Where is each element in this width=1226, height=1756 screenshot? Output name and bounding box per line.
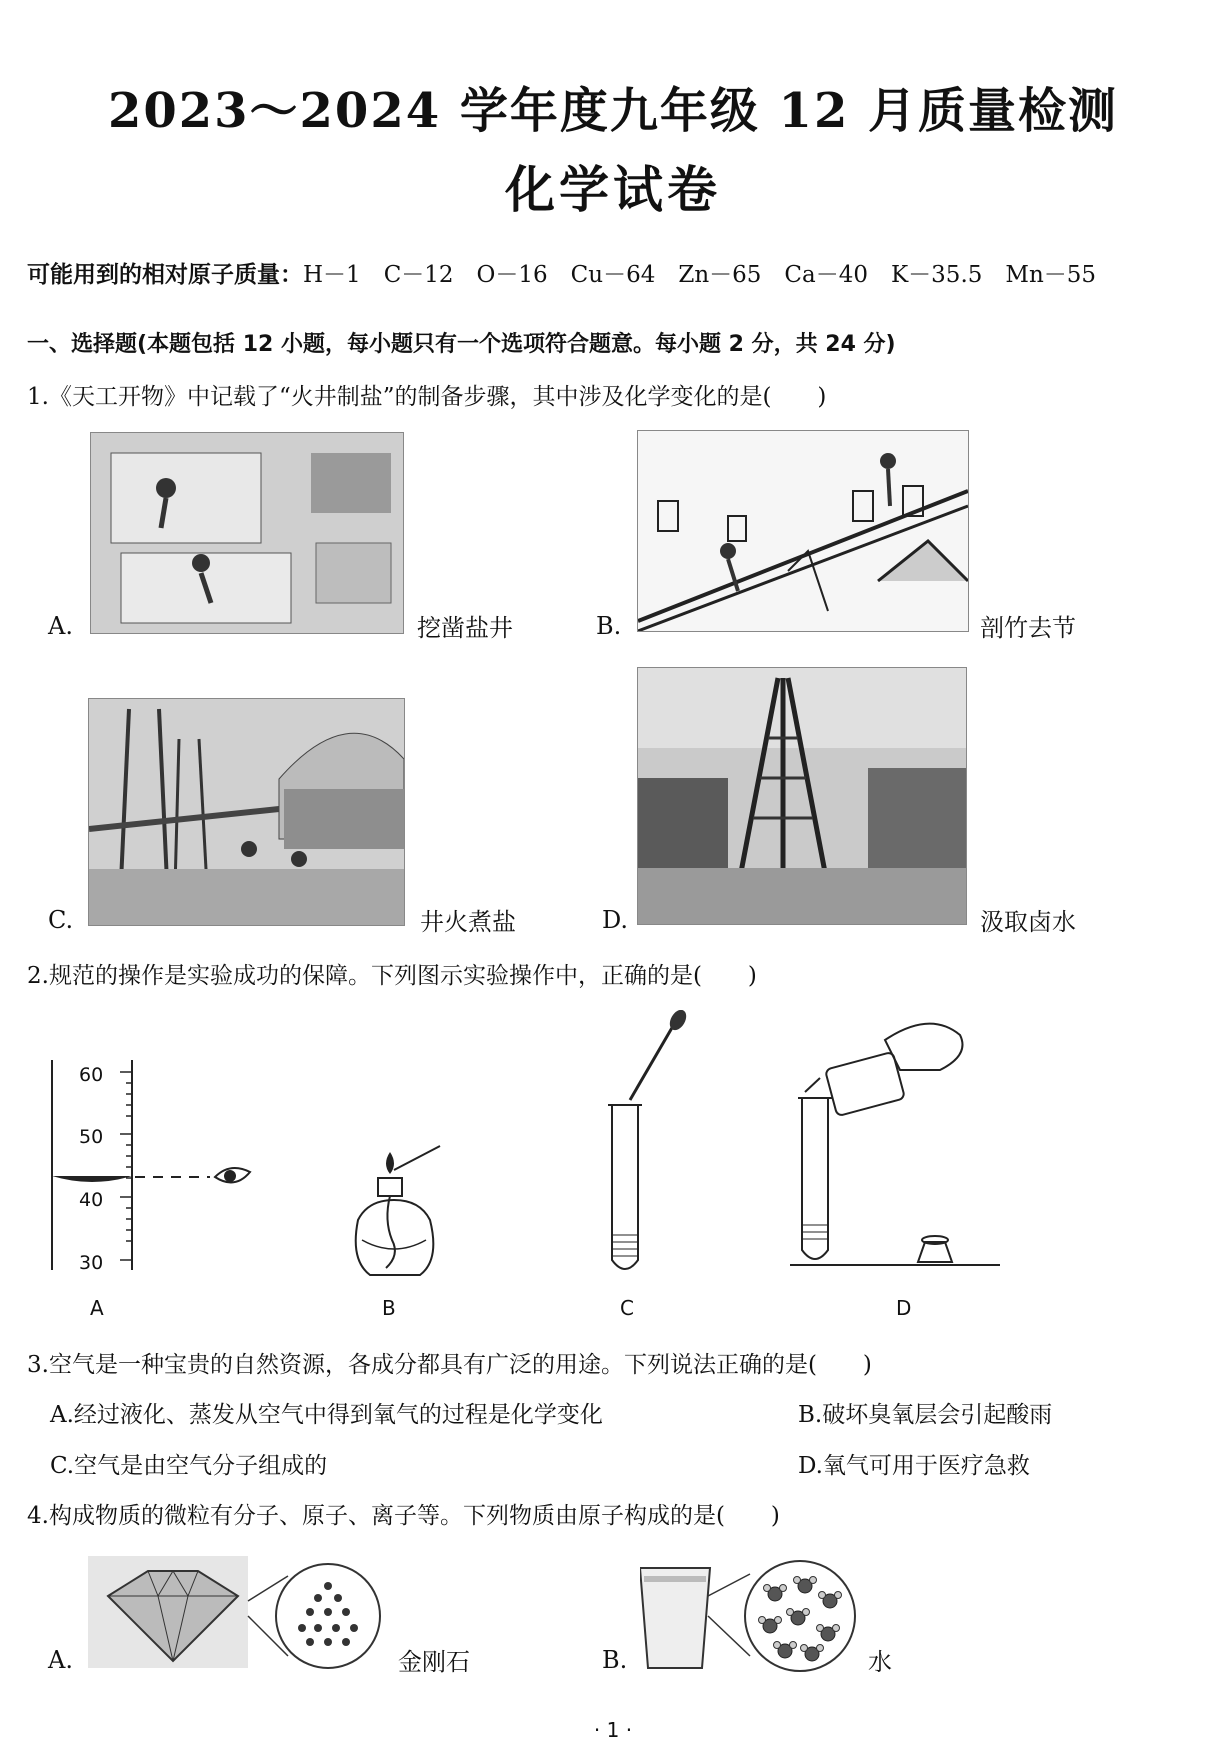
q2-label-a: A [90, 1296, 104, 1320]
q1-option-a-letter: A. [48, 612, 73, 640]
q4-option-a-caption: 金刚石 [398, 1648, 470, 1676]
atomic-masses-values: H－1 C－12 O－16 Cu－64 Zn－65 Ca－40 K－35.5 Mn－55 [303, 262, 1097, 288]
exam-title: 2023～2024 学年度九年级 12 月质量检测 [107, 83, 1119, 139]
q2-stem: 2.规范的操作是实验成功的保障。下列图示实验操作中，正确的是( ) [27, 963, 757, 989]
q1-option-a-caption: 挖凿盐井 [417, 614, 513, 642]
q3-stem: 3.空气是一种宝贵的自然资源，各成分都具有广泛的用途。下列说法正确的是( ) [27, 1352, 872, 1378]
q3-option-a: A.经过液化、蒸发从空气中得到氧气的过程是化学变化 [50, 1402, 603, 1428]
q2-option-c-figure [600, 1010, 690, 1280]
q1-option-b-letter: B. [596, 612, 622, 640]
q1-stem: 1.《天工开物》中记载了“火井制盐”的制备步骤，其中涉及化学变化的是( ) [27, 384, 827, 410]
q2-label-d: D [896, 1296, 912, 1320]
q2-option-a-figure [40, 1050, 270, 1280]
q3-option-d: D.氧气可用于医疗急救 [798, 1453, 1030, 1479]
q1-option-b-caption: 剖竹去节 [980, 614, 1076, 642]
q2-cylinder-tick-50: 50 [79, 1126, 104, 1148]
q4-option-b-letter: B. [602, 1646, 628, 1674]
q3-option-b: B.破坏臭氧层会引起酸雨 [798, 1402, 1053, 1428]
q3-option-c: C.空气是由空气分子组成的 [50, 1453, 328, 1479]
q4-stem: 4.构成物质的微粒有分子、原子、离子等。下列物质由原子构成的是( ) [27, 1503, 780, 1529]
q1-option-c-image [88, 698, 405, 926]
q2-cylinder-tick-30: 30 [79, 1252, 104, 1274]
q1-option-b-image [637, 430, 969, 632]
exam-subtitle: 化学试卷 [505, 160, 721, 219]
q1-option-a-image [90, 432, 404, 634]
q2-cylinder-tick-60: 60 [79, 1064, 104, 1086]
q2-option-d-figure [790, 1010, 1010, 1272]
q1-option-c-caption: 井火煮盐 [420, 908, 516, 936]
q2-label-b: B [382, 1296, 396, 1320]
q1-option-c-letter: C. [48, 906, 74, 934]
q1-option-d-caption: 汲取卤水 [980, 908, 1076, 936]
q4-option-b-caption: 水 [868, 1648, 892, 1676]
atomic-masses [27, 256, 1096, 289]
q2-cylinder-tick-40: 40 [79, 1189, 104, 1211]
q2-option-b-figure [340, 1140, 450, 1285]
q4-option-b-image [640, 1556, 860, 1676]
atomic-masses-label: 可能用到的相对原子质量： [27, 262, 303, 288]
q4-option-a-letter: A. [48, 1646, 73, 1674]
q1-option-d-image [637, 667, 967, 925]
q4-option-a-image [88, 1556, 388, 1676]
section1-heading: 一、选择题(本题包括 12 小题，每小题只有一个选项符合题意。每小题 2 分，共 24 分) [27, 332, 896, 357]
q2-label-c: C [620, 1296, 634, 1320]
page-number: · 1 · [593, 1718, 633, 1742]
q1-option-d-letter: D. [602, 906, 629, 934]
